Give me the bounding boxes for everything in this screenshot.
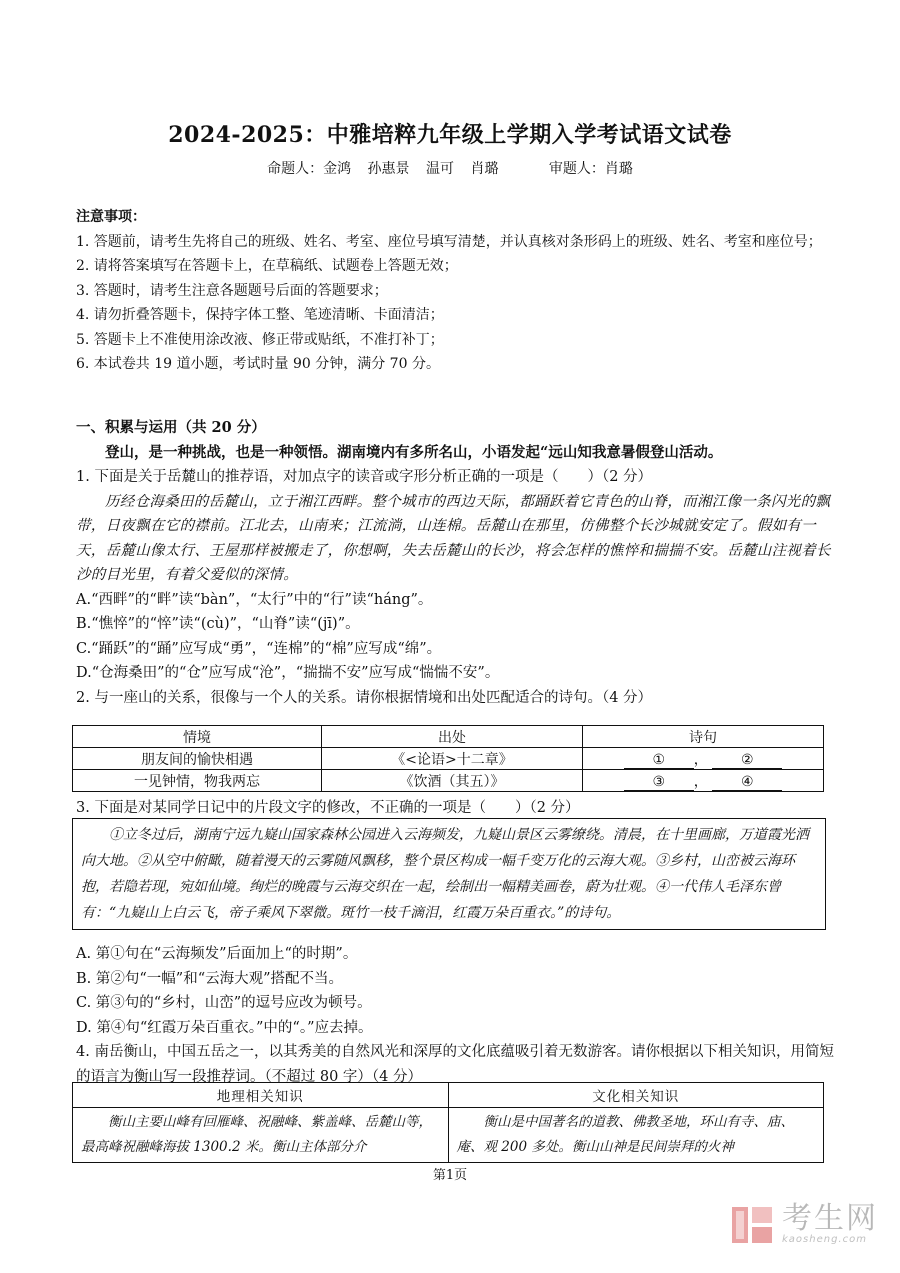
section-intro: 登山，是一种挑战，也是一种领悟。湖南境内有多所名山，小语发起“远山知我意暑假登山活动。 (105, 443, 723, 461)
q1-option-b: B.“憔悴”的“悴”读“(cù)”，“山脊”读“(jī)”。 (76, 616, 360, 632)
watermark-logo-icon (730, 1205, 774, 1245)
q2-header-source: 出处 (322, 726, 583, 748)
q1-option-a: A.“西畔”的“畔”读“bàn”，“太行”中的“行”读“háng”。 (76, 591, 433, 608)
watermark-url: kaosheng.com (782, 1234, 867, 1245)
setter-4: 肖璐 (470, 161, 499, 177)
q3-passage-box (72, 818, 826, 930)
answer-blank-4[interactable]: ④ (712, 774, 782, 791)
note-item: 5. 答题卡上不准使用涂改液、修正带或贴纸，不准打补丁； (76, 331, 444, 348)
note-item: 4. 请勿折叠答题卡，保持字体工整、笔迹清晰、卡面清洁； (76, 307, 444, 323)
setter-2: 孙惠景 (367, 161, 410, 177)
notes-heading: 注意事项： (76, 209, 146, 225)
note-item: 1. 答题前，请考生先将自己的班级、姓名、考室、座位号填写清楚，并认真核对条形码上的班级、姓名、考室和座位号； (76, 233, 822, 250)
q4-header-geo: 地理相关知识 (73, 1083, 449, 1108)
q2-stem: 2. 与一座山的关系，很像与一个人的关系。请你根据情境和出处匹配适合的诗句。（4 分） (76, 689, 653, 706)
reviewer: 审题人：肖璐 (548, 161, 633, 177)
table-row (73, 1108, 824, 1163)
authors-line (0, 158, 900, 178)
q4-header-culture: 文化相关知识 (448, 1083, 824, 1108)
exam-title: 2024-2025：中雅培粹九年级上学期入学考试语文试卷 (168, 122, 732, 148)
q3-option-a: A. 第①句在“云海频发”后面加上“的时期”。 (76, 946, 358, 962)
note-item: 6. 本试卷共 19 道小题，考试时量 90 分钟，满分 70 分。 (76, 356, 440, 372)
q4-knowledge-table (72, 1082, 824, 1163)
q1-option-c: C.“踊跃”的“踊”应写成“勇”，“连棉”的“棉”应写成“绵”。 (76, 640, 442, 657)
notes-block (76, 205, 836, 377)
q2-scene: 朋友间的愉快相遇 (73, 748, 322, 770)
q3-options (76, 942, 836, 1089)
q4-geo-text: 衡山主要山峰有回雁峰、祝融峰、紫盖峰、岳麓山等，最高峰祝融峰海拔 1300.2 米。衡山主体部分介 (73, 1108, 449, 1163)
q2-scene: 一见钟情，物我两忘 (73, 770, 322, 792)
q3-option-c: C. 第③句的“乡村，山峦”的逗号应改为顿号。 (76, 995, 372, 1011)
section-1 (76, 416, 836, 710)
q3-passage: ①立冬过后，湖南宁远九嶷山国家森林公园进入云海频发，九嶷山景区云雾缭绕。清晨，在十里画廊，万道霞光洒向大地。②从空中俯瞰，随着漫天的云雾随风飘移，整个景区构成一幅千变万化的云海大观。③乡村，山峦被云海环抱，若隐若现，宛如仙境。绚烂的晚霞与云海交织在一起，绘制出一幅精美画卷，蔚为壮观。④一代伟人毛泽东曾有：“九嶷山上白云飞，帝子乘风下翠微。斑竹一枝千滴泪，红霞万朵百重衣。”的诗句。 (81, 827, 809, 921)
table-row (73, 748, 824, 770)
q2-verse: ③ ， ④ (583, 770, 824, 792)
q3-option-b: B. 第②句“一幅”和“云海大观”搭配不当。 (76, 970, 344, 987)
q2-source: 《<论语>十二章》 (322, 748, 583, 770)
watermark-text: 考生网 (782, 1201, 878, 1236)
setters-label: 命题人：金鸿 (267, 161, 352, 177)
q1-stem: 1. 下面是关于岳麓山的推荐语，对加点字的读音或字形分析正确的一项是（ ）（2 分） (76, 469, 653, 485)
q4-stem: 4. 南岳衡山，中国五岳之一，以其秀美的自然风光和深厚的文化底蕴吸引着无数游客。请你根据以下相关知识，用简短的语言为衡山写一段推荐词。（不超过 80 字）（4 分） (76, 1044, 834, 1085)
q2-header-verse: 诗句 (583, 726, 824, 748)
section-heading: 一、积累与运用（共 20 分） (76, 419, 266, 436)
table-row (73, 770, 824, 792)
note-item: 2. 请将答案填写在答题卡上，在草稿纸、试题卷上答题无效； (76, 258, 458, 274)
q2-header-scene: 情境 (73, 726, 322, 748)
q3-option-d: D. 第④句“红霞万朵百重衣。”中的“。”应去掉。 (76, 1019, 373, 1036)
q1-option-d: D.“仓海桑田”的“仓”应写成“沧”，“揣揣不安”应写成“惴惴不安”。 (76, 665, 500, 681)
answer-blank-1[interactable]: ① (624, 752, 694, 769)
page-number: 第1页 (432, 1168, 468, 1183)
answer-blank-3[interactable]: ③ (624, 774, 694, 791)
answer-blank-2[interactable]: ② (712, 752, 782, 769)
q2-source: 《饮酒（其五）》 (322, 770, 583, 792)
watermark (730, 1201, 878, 1245)
setter-3: 温可 (426, 161, 454, 177)
q2-verse: ① ， ② (583, 748, 824, 770)
q2-table (72, 725, 824, 792)
q3-stem: 3. 下面是对某同学日记中的片段文字的修改，不正确的一项是（ ）（2 分） (76, 800, 580, 816)
note-item: 3. 答题时，请考生注意各题题号后面的答题要求； (76, 282, 388, 299)
q1-passage: 历经仓海桑田的岳麓山，立于湘江西畔。整个城市的西边天际，都踊跃着它青色的山脊，而湘江像一条闪光的飘带，日夜飘在它的襟前。江北去，山南来；江流淌，山连棉。岳麓山在那里，仿佛整个长沙城就安定了。假如有一天，岳麓山像太行、王屋那样被搬走了，你想啊，失去岳麓山的长沙，将会怎样的憔悴和揣揣不安。岳麓山注视着长沙的目光里，有着父爱似的深情。 (76, 493, 831, 583)
q4-culture-text: 衡山是中国著名的道教、佛教圣地，环山有寺、庙、庵、观 200 多处。衡山山神是民间崇拜的火神 (448, 1108, 824, 1163)
